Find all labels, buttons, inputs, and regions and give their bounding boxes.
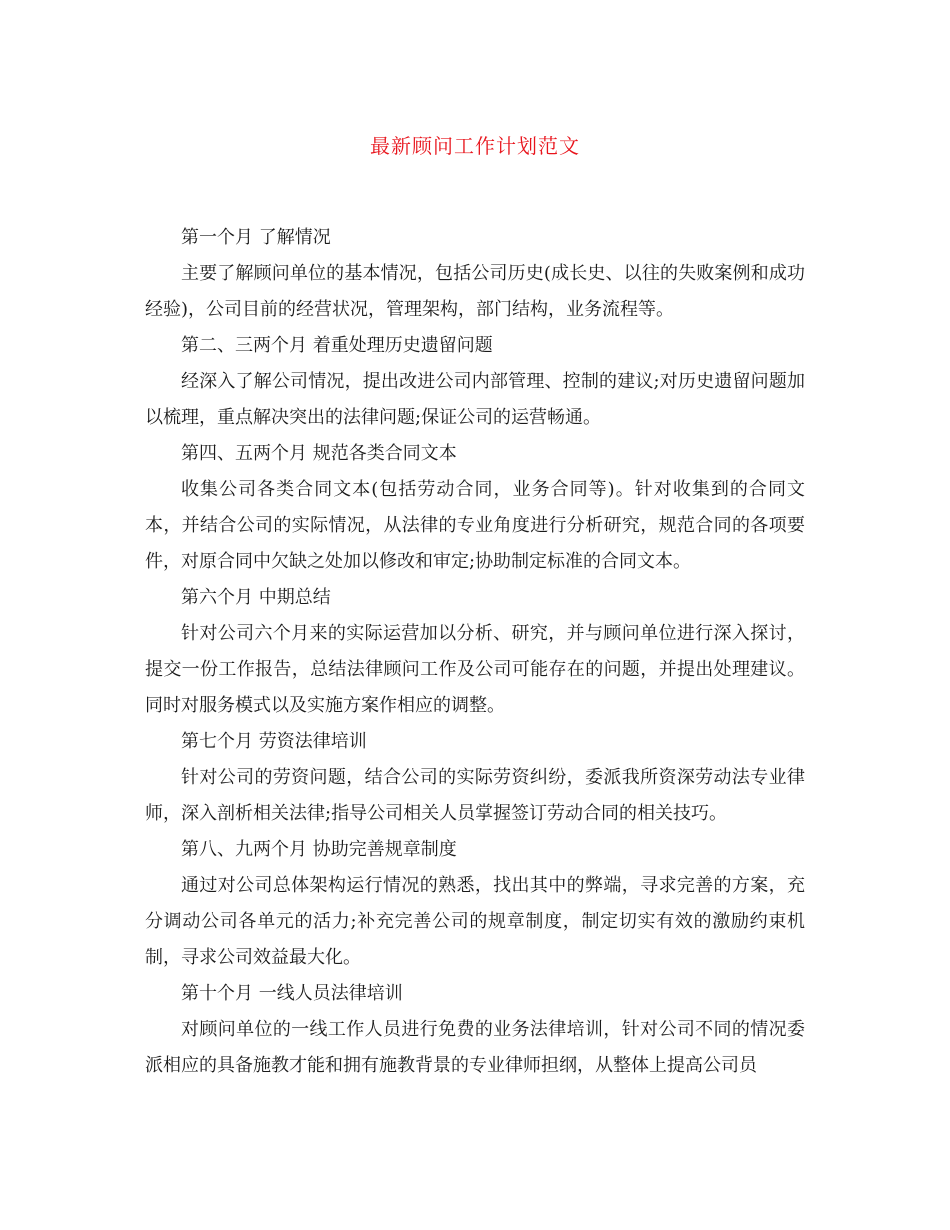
- section-paragraph-month-6: 针对公司六个月来的实际运营加以分析、研究，并与顾问单位进行深入探讨，提交一份工作报告，总结法律顾问工作及公司可能存在的问题，并提出处理建议。同时对服务模式以及实施方案作相应的调整。: [145, 623, 805, 716]
- section-heading-month-1: 第一个月 了解情况: [181, 227, 331, 248]
- section-heading-month-7: 第七个月 劳资法律培训: [181, 731, 367, 752]
- section-paragraph-month-2-3: 经深入了解公司情况，提出改进公司内部管理、控制的建议;对历史遗留问题加以梳理，重点解决突出的法律问题;保证公司的运营畅通。: [145, 371, 805, 428]
- section-paragraph-month-7: 针对公司的劳资问题，结合公司的实际劳资纠纷，委派我所资深劳动法专业律师，深入剖析相关法律;指导公司相关人员掌握签订劳动合同的相关技巧。: [145, 767, 805, 824]
- section-heading-month-10: 第十个月 一线人员法律培训: [181, 983, 403, 1004]
- section-paragraph-month-1: 主要了解顾问单位的基本情况，包括公司历史(成长史、以往的失败案例和成功经验)，公司目前的经营状况，管理架构，部门结构，业务流程等。: [145, 263, 805, 320]
- section-heading-month-2-3: 第二、三两个月 着重处理历史遗留问题: [181, 335, 493, 356]
- section-heading-month-6: 第六个月 中期总结: [181, 587, 331, 608]
- section-heading-month-8-9: 第八、九两个月 协助完善规章制度: [181, 839, 457, 860]
- document-body: [145, 220, 805, 1084]
- section-paragraph-month-4-5: 收集公司各类合同文本(包括劳动合同，业务合同等)。针对收集到的合同文本，并结合公司的实际情况，从法律的专业角度进行分析研究，规范合同的各项要件，对原合同中欠缺之处加以修改和审定;协助制定标准的合同文本。: [145, 479, 805, 572]
- document-title: 最新顾问工作计划范文: [370, 134, 580, 158]
- section-heading-month-4-5: 第四、五两个月 规范各类合同文本: [181, 443, 457, 464]
- section-paragraph-month-10: 对顾问单位的一线工作人员进行免费的业务法律培训，针对公司不同的情况委派相应的具备施教才能和拥有施教背景的专业律师担纲，从整体上提高公司员: [145, 1019, 805, 1076]
- section-paragraph-month-8-9: 通过对公司总体架构运行情况的熟悉，找出其中的弊端，寻求完善的方案，充分调动公司各单元的活力;补充完善公司的规章制度，制定切实有效的激励约束机制，寻求公司效益最大化。: [145, 875, 805, 968]
